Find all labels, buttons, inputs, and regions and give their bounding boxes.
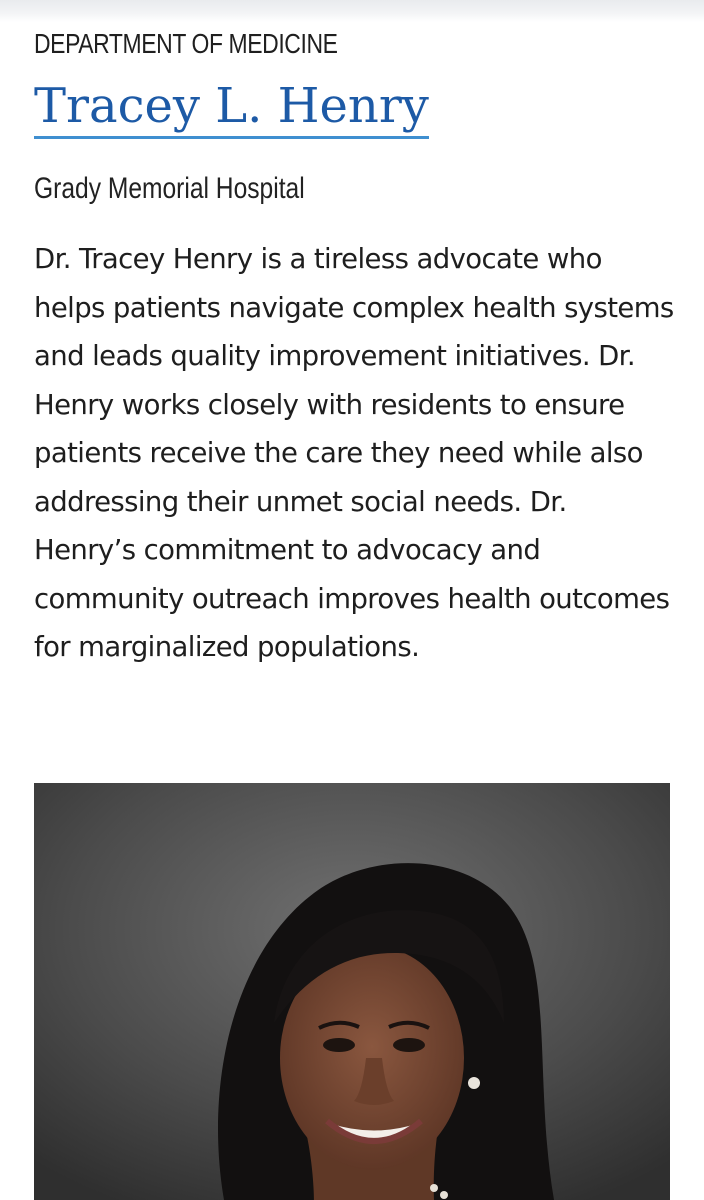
affiliation-label: Grady Memorial Hospital <box>34 172 305 205</box>
portrait-illustration <box>34 783 670 1200</box>
portrait-photo <box>34 783 670 1200</box>
profile-name-link[interactable]: Tracey L. Henry <box>34 78 429 139</box>
profile-bio: Dr. Tracey Henry is a tireless advocate who helps patients navigate complex health systems and leads quality improvement initiatives. Dr. Henry works closely with residents to ensure patients receive the care they need while also addressing their unmet social needs. Dr. Henry’s commitment to advocacy and community outreach improves health outcomes for marginalized populations. <box>34 243 674 663</box>
top-shadow-bar <box>0 0 704 22</box>
department-label: DEPARTMENT OF MEDICINE <box>34 28 338 59</box>
profile-content <box>34 24 674 699</box>
